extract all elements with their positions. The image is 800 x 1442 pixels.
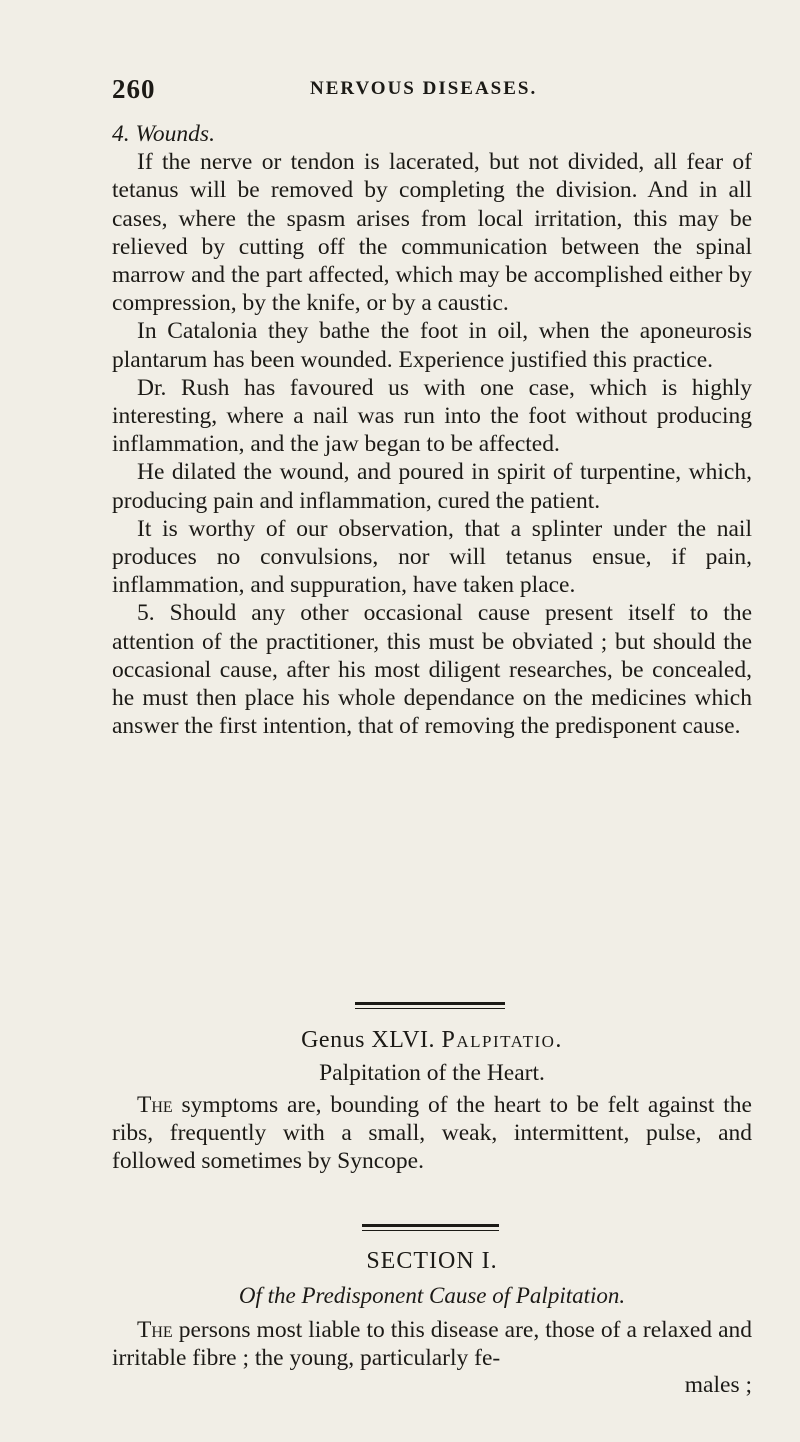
divider-rule-2b (362, 1230, 499, 1231)
running-title: NERVOUS DISEASES. (310, 78, 538, 99)
wounds-paragraph-5: It is worthy of our observation, that a splinter under the nail produces no convulsions, nor will tetanus ensue, if pain, inflammation, and suppuration, have taken place. (112, 515, 752, 599)
divider-rule-1 (355, 1002, 505, 1005)
running-head (112, 74, 752, 104)
wounds-heading: 4. Wounds. (112, 121, 215, 147)
wounds-paragraph-3: Dr. Rush has favoured us with one case, which is highly interesting, where a nail was run into the foot without producing inflammation, and the jaw began to be affected. (112, 374, 752, 458)
section-text: persons most liable to this disease are, those of a relaxed and irritable fibre ; the young, particularly fe- (112, 1317, 753, 1372)
genus-heading (112, 1027, 752, 1054)
section-subheading: Of the Predisponent Cause of Palpitation. (238, 1283, 626, 1308)
wounds-paragraph-2: In Catalonia they bathe the foot in oil, when the aponeurosis plantarum has been wounded. Experience justified this practice. (112, 318, 752, 373)
wounds-paragraph-4: He dilated the wound, and poured in spirit of turpentine, which, producing pain and inflammation, cured the patient. (112, 459, 752, 514)
genus-lead-word: The (137, 1092, 173, 1118)
genus-label: Genus XLVI. (301, 1027, 436, 1053)
wounds-section (112, 120, 752, 740)
wounds-paragraph-6: 5. Should any other occasional cause present itself to the attention of the practitioner, this must be obviated ; but should the occasional cause, after his most diligent researches, be concealed, he must then place his whole dependance on the medicines which answer the first intention, that of removing the predisponent cause. (112, 600, 752, 740)
genus-text: symptoms are, bounding of the heart to be felt against the ribs, frequently with a small, weak, intermittent, pulse, and followed sometimes by Syncope. (112, 1092, 752, 1175)
page-number: 260 (112, 74, 156, 104)
catchword: males ; (684, 1372, 752, 1398)
genus-description (112, 1091, 752, 1176)
divider-rule-2 (362, 1224, 499, 1227)
section-one-text (112, 1316, 752, 1372)
genus-latin-name: Palpitatio. (441, 1027, 563, 1053)
genus-subtitle: Palpitation of the Heart. (319, 1060, 545, 1086)
wounds-paragraph-1: If the nerve or tendon is lacerated, but not divided, all fear of tetanus will be removed by completing the division. And in all cases, where the spasm arises from local irritation, this may be relieved by cutting off the communication between the spinal marrow and the part affected, which may be accomplished either by compression, by the knife, or by a caustic. (112, 149, 752, 317)
section-lead-word: The (137, 1317, 173, 1343)
section-heading: SECTION I. (366, 1248, 498, 1274)
divider-rule-1b (355, 1008, 505, 1009)
